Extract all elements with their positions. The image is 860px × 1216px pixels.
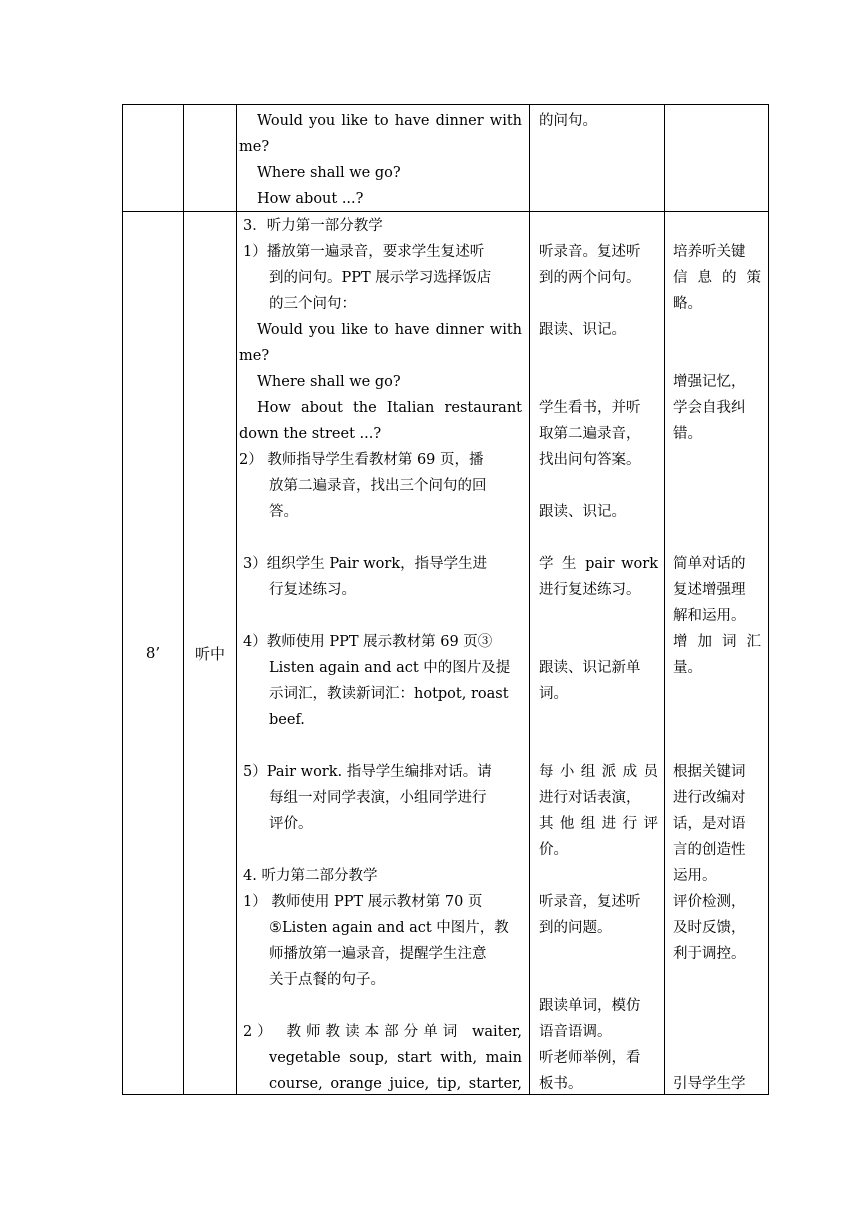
text-line: 其他组进行评 (539, 816, 658, 832)
text-line: 听录音。复述听 (539, 244, 641, 260)
text-line: 取第二遍录音， (539, 426, 641, 442)
text-line: 2） 教师教读本部分单词 waiter, (243, 1024, 522, 1040)
text-line: 简单对话的 (673, 556, 746, 572)
text-line: 运用。 (673, 868, 717, 884)
text-line: 根据关键词 (673, 764, 746, 780)
text-line: 2） 教师指导学生看教材第 69 页，播 (239, 452, 484, 468)
text-line: 4. 听力第二部分教学 (243, 868, 378, 884)
text-line: 找出问句答案。 (539, 452, 641, 468)
student-activity-cell (530, 212, 665, 1095)
text-line: Would you like to have dinner with (257, 113, 522, 129)
text-line: 进行对话表演， (539, 790, 641, 806)
text-line: 关于点餐的句子。 (269, 972, 385, 988)
text-line: 1） 教师使用 PPT 展示教材第 70 页 (243, 894, 483, 910)
text-line: 词。 (539, 686, 568, 702)
text-line: 进行改编对 (673, 790, 746, 806)
time-cell (123, 105, 184, 212)
text-line: 行复述练习。 (269, 582, 356, 598)
text-line: 增 加 词 汇 (673, 634, 761, 650)
text-line: 到的问句。PPT 展示学习选择饭店 (269, 270, 492, 286)
text-line: Where shall we go? (257, 374, 401, 390)
time-value: 8’ (145, 644, 161, 662)
teacher-activity-cell (237, 105, 530, 212)
text-line: 放第二遍录音，找出三个问句的回 (269, 478, 487, 494)
text-line: 语音语调。 (539, 1024, 612, 1040)
text-line: How about ...? (257, 191, 364, 207)
text-line: ⑤Listen again and act 中图片，教 (269, 920, 509, 936)
purpose-cell (665, 212, 769, 1095)
text-line: 略。 (673, 296, 702, 312)
text-line: 跟读、识记新单 (539, 660, 641, 676)
text-line: 答。 (269, 504, 298, 520)
text-line: How about the Italian restaurant (257, 400, 522, 416)
text-line: 学 生 pair work (539, 556, 658, 572)
text-line: 板书。 (539, 1076, 583, 1092)
time-cell (123, 212, 184, 1095)
text-line: 3．听力第一部分教学 (243, 218, 383, 234)
text-line: 价。 (539, 842, 568, 858)
text-line: 5）Pair work. 指导学生编排对话。请 (243, 764, 492, 780)
text-line: me? (239, 348, 270, 364)
text-line: 评价检测， (673, 894, 746, 910)
text-line: 到的问题。 (539, 920, 612, 936)
text-line: 及时反馈， (673, 920, 746, 936)
text-line: 到的两个问句。 (539, 270, 641, 286)
phase-cell (184, 105, 237, 212)
text-line: 解和运用。 (673, 608, 746, 624)
text-line: 利于调控。 (673, 946, 746, 962)
text-line: Listen again and act 中的图片及提 (269, 660, 511, 676)
text-line: 跟读单词，模仿 (539, 998, 641, 1014)
text-line: 4）教师使用 PPT 展示教材第 69 页③ (243, 634, 493, 650)
text-line: 复述增强理 (673, 582, 746, 598)
text-line: 跟读、识记。 (539, 504, 626, 520)
purpose-cell (665, 105, 769, 212)
text-line: beef. (269, 712, 305, 728)
table-row (123, 105, 769, 212)
text-line: 的三个问句： (269, 296, 356, 312)
text-line: 听老师举例，看 (539, 1050, 641, 1066)
text-line: 学生看书，并听 (539, 400, 641, 416)
text-line: 言的创造性 (673, 842, 746, 858)
text-line: 的问句。 (539, 113, 597, 129)
text-line: me? (239, 139, 270, 155)
text-line: 跟读、识记。 (539, 322, 626, 338)
text-line: 3）组织学生 Pair work，指导学生进 (243, 556, 488, 572)
phase-cell (184, 212, 237, 1095)
student-activity-cell (530, 105, 665, 212)
text-line: course, orange juice, tip, starter, (269, 1076, 522, 1092)
teacher-activity-cell (237, 212, 530, 1095)
text-line: 每小组派成员 (539, 764, 658, 780)
text-line: 示词汇，教读新词汇：hotpot, roast (269, 686, 509, 702)
text-line: 进行复述练习。 (539, 582, 641, 598)
text-line: vegetable soup, start with, main (269, 1050, 522, 1066)
table-row (123, 212, 769, 1095)
text-line: Where shall we go? (257, 165, 401, 181)
text-line: down the street ...? (239, 426, 382, 442)
text-line: 师播放第一遍录音，提醒学生注意 (269, 946, 487, 962)
text-line: 话，是对语 (673, 816, 746, 832)
text-line: 增强记忆， (673, 374, 746, 390)
text-line: 学会自我纠 (673, 400, 746, 416)
text-line: 量。 (673, 660, 702, 676)
phase-label: 听中 (194, 644, 225, 663)
text-line: 1）播放第一遍录音，要求学生复述听 (243, 244, 485, 260)
text-line: 错。 (673, 426, 702, 442)
text-line: 信 息 的 策 (673, 270, 761, 286)
text-line: 每组一对同学表演，小组同学进行 (269, 790, 487, 806)
lesson-plan-table (122, 104, 769, 1095)
text-line: 培养听关键 (673, 244, 746, 260)
text-line: 引导学生学 (673, 1076, 746, 1092)
text-line: 听录音，复述听 (539, 894, 641, 910)
text-line: 评价。 (269, 816, 313, 832)
text-line: Would you like to have dinner with (257, 322, 522, 338)
